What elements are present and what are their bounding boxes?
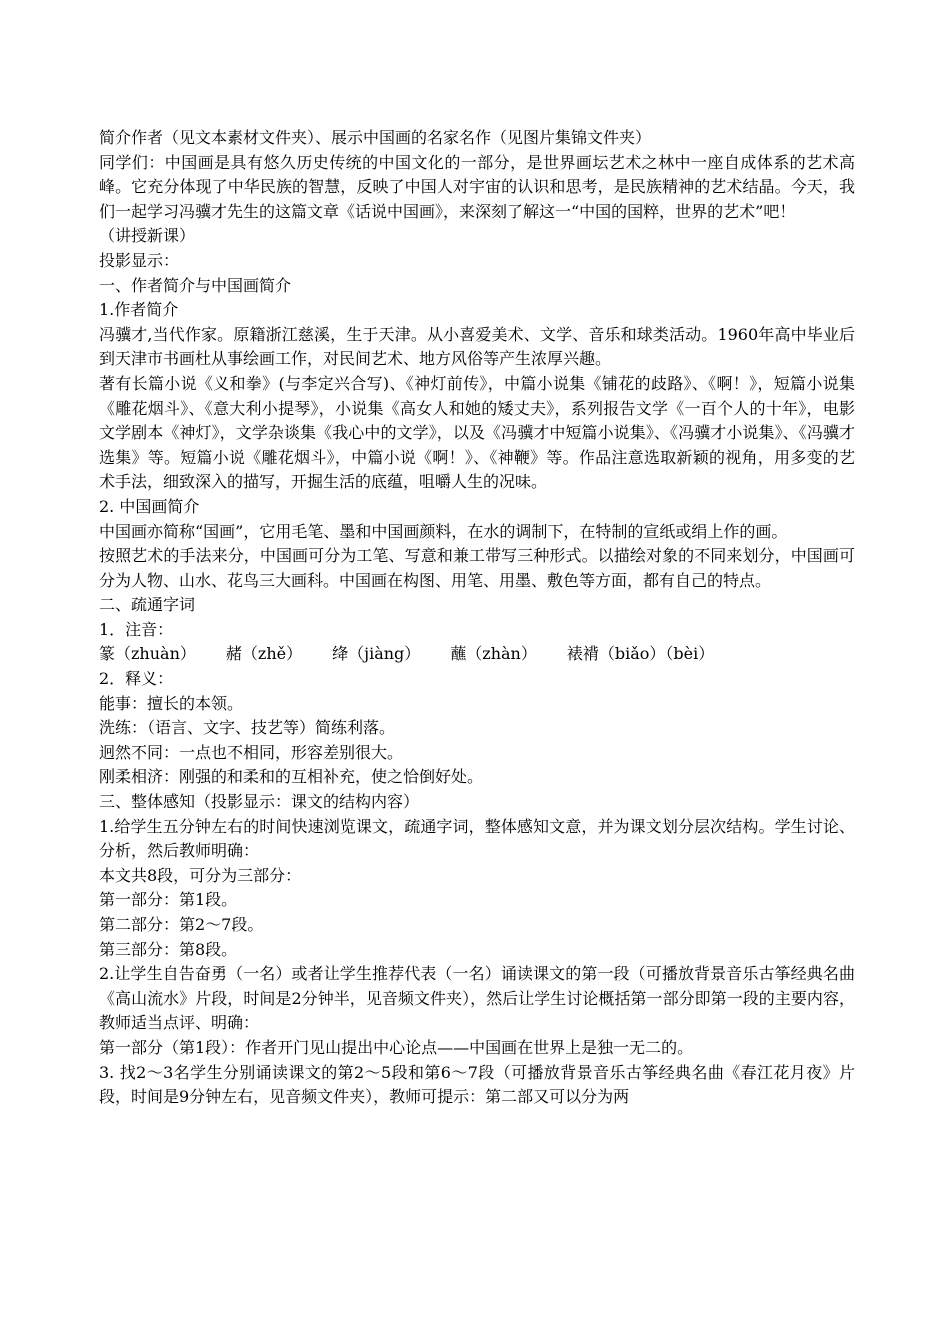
paragraph-author-works: 著有长篇小说《义和拳》(与李定兴合写)、《神灯前传》，中篇小说集《铺花的歧路》、《啊！》，短篇小说集《雕花烟斗》、《意大利小提琴》，小说集《高女人和她的矮丈夫》，系列报告文学《一百个人的十年》，电影文学剧本《神灯》，文学杂谈集《我心中的文学》，以及《冯骥才中短篇小说集》、《冯骥才小说集》、《冯骥才选集》等。短篇小说《雕花烟斗》，中篇小说《啊！》、《神鞭》等。作品注意选取新颖的视角，用多变的艺术手法，细致深入的描写，开掘生活的底蕴，咀嚼人生的况味。 — [99, 373, 855, 492]
paragraph-step-1: 1.给学生五分钟左右的时间快速浏览课文，疏通字词，整体感知文意，并为课文划分层次结构。学生讨论、分析，然后教师明确： — [99, 816, 855, 861]
paragraph-author-bio: 冯骥才,当代作家。原籍浙江慈溪，生于天津。从小喜爱美术、文学、音乐和球类活动。1960年高中毕业后到天津市书画杜从事绘画工作，对民间艺术、地方风俗等产生浓厚兴趣。 — [99, 324, 855, 369]
paragraph-structure-summary: 本文共8段，可分为三部分： — [99, 865, 302, 885]
paragraph-projection: 投影显示： — [99, 250, 180, 270]
paragraph-step-2: 2.让学生自告奋勇（一名）或者让学生推荐代表（一名）诵读课文的第一段（可播放背景音乐古筝经典名曲《高山流水》片段，时间是2分钟半，见音频文件夹），然后让学生讨论概括第一部分即第一段的主要内容，教师适当点评、明确： — [99, 964, 855, 1033]
paragraph-part-1: 第一部分：第1段。 — [99, 890, 238, 910]
document-page — [99, 126, 855, 1110]
paragraph-intro-author: 简介作者（见文本素材文件夹）、展示中国画的名家名作（见图片集锦文件夹） — [99, 128, 652, 147]
heading-section-1: 一、作者简介与中国画简介 — [99, 275, 292, 295]
heading-pronunciation: 1．注音： — [99, 619, 174, 639]
definition-gangrou: 刚柔相济：刚强的和柔和的互相补充，使之恰倒好处。 — [99, 767, 484, 787]
paragraph-chinese-painting-classification: 按照艺术的手法来分，中国画可分为工笔、写意和兼工带写三种形式。以描绘对象的不同来划分，中国画可分为人物、山水、花鸟三大画科。中国画在构图、用笔、用墨、敷色等方面，都有自己的特点。 — [99, 546, 855, 590]
paragraph-part-1-summary: 第一部分（第1段）：作者开门见山提出中心论点——中国画在世界上是独一无二的。 — [99, 1037, 694, 1057]
paragraph-step-3: 3. 找2～3名学生分别诵读课文的第2～5段和第6～7段（可播放背景音乐古筝经典名曲《春江花月夜》片段，时间是9分钟左右，见音频文件夹），教师可提示：第二部又可以分为两 — [99, 1062, 855, 1107]
paragraph-opening-remarks: 同学们：中国画是具有悠久历史传统的中国文化的一部分，是世界画坛艺术之林中一座自成体系的艺术高峰。它充分体现了中华民族的智慧，反映了中国人对宇宙的认识和思考，是民族精神的艺术结晶。今天，我们一起学习冯骥才先生的这篇文章《话说中国画》，来深刻了解这一“中国的国粹，世界的艺术”吧！ — [99, 152, 855, 221]
paragraph-new-lesson: （讲授新课） — [99, 226, 196, 246]
heading-section-3: 三、整体感知（投影显示：课文的结构内容） — [99, 792, 420, 812]
heading-chinese-painting-intro: 2. 中国画简介 — [99, 496, 200, 516]
heading-author-intro: 1.作者简介 — [99, 300, 179, 320]
definition-nengshi: 能事：擅长的本领。 — [99, 693, 244, 713]
paragraph-part-3: 第三部分：第8段。 — [99, 939, 238, 959]
pinyin-item: 裱褙（biǎo）（bèi） — [566, 644, 715, 664]
pinyin-item: 绛（jiàng） — [332, 644, 421, 664]
pinyin-list — [99, 642, 855, 667]
pinyin-item: 赭（zhě） — [225, 644, 303, 664]
pinyin-item: 蘸（zhàn） — [450, 644, 537, 664]
heading-definitions: 2．释义： — [99, 669, 174, 689]
heading-section-2: 二、疏通字词 — [99, 595, 196, 615]
definition-xilian: 洗练：（语言、文字、技艺等）简练利落。 — [99, 718, 396, 738]
definition-jiongran: 迥然不同：一点也不相同，形容差别很大。 — [99, 742, 404, 762]
paragraph-chinese-painting-definition: 中国画亦简称“国画”，它用毛笔、墨和中国画颜料，在水的调制下，在特制的宣纸或绢上作的画。 — [99, 521, 788, 541]
paragraph-part-2: 第二部分：第2～7段。 — [99, 915, 264, 934]
pinyin-item: 篆（zhuàn） — [99, 644, 196, 664]
